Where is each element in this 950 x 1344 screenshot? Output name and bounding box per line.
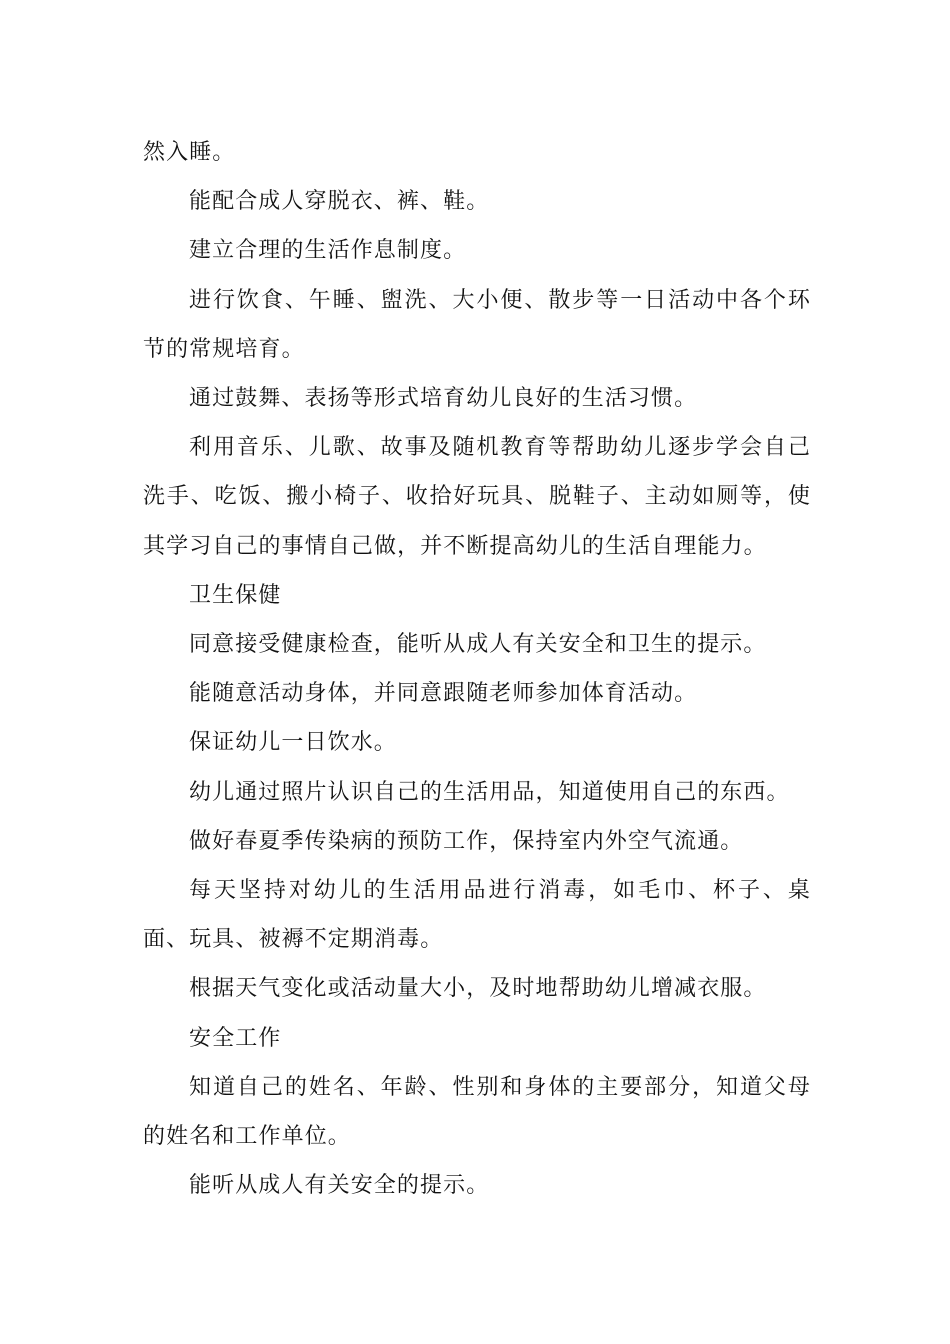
paragraph-4: 进行饮食、午睡、盥洗、大小便、散步等一日活动中各个环节的常规培育。 bbox=[143, 287, 811, 362]
paragraph-14: 根据天气变化或活动量大小，及时地帮助幼儿增减衣服。 bbox=[189, 976, 767, 1002]
paragraph-8: 同意接受健康检查，能听从成人有关安全和卫生的提示。 bbox=[189, 632, 767, 658]
paragraph-3: 建立合理的生活作息制度。 bbox=[189, 238, 467, 264]
paragraph-11: 幼儿通过照片认识自己的生活用品，知道使用自己的东西。 bbox=[189, 779, 790, 805]
section-heading-hygiene: 卫生保健 bbox=[189, 582, 282, 608]
paragraph-16: 知道自己的姓名、年龄、性别和身体的主要部分，知道父母的姓名和工作单位。 bbox=[143, 1074, 811, 1150]
paragraph-6: 利用音乐、儿歌、故事及随机教育等帮助幼儿逐步学会自己洗手、吃饭、搬小椅子、收拾好玩具、脱鞋子、主动如厕等，使其学习自己的事情自己做，并不断提高幼儿的生活自理能力。 bbox=[143, 435, 811, 559]
paragraph-5: 通过鼓舞、表扬等形式培育幼儿良好的生活习惯。 bbox=[189, 386, 698, 412]
paragraph-13: 每天坚持对幼儿的生活用品进行消毒，如毛巾、杯子、桌面、玩具、被褥不定期消毒。 bbox=[143, 878, 811, 953]
section-heading-safety: 安全工作 bbox=[189, 1025, 282, 1051]
document-body bbox=[143, 128, 811, 1210]
paragraph-1: 然入睡。 bbox=[143, 140, 236, 165]
paragraph-10: 保证幼儿一日饮水。 bbox=[189, 730, 397, 756]
paragraph-12: 做好春夏季传染病的预防工作，保持室内外空气流通。 bbox=[189, 828, 744, 854]
paragraph-9: 能随意活动身体，并同意跟随老师参加体育活动。 bbox=[189, 681, 698, 707]
paragraph-2: 能配合成人穿脱衣、裤、鞋。 bbox=[189, 189, 490, 215]
paragraph-17: 能听从成人有关安全的提示。 bbox=[189, 1173, 490, 1199]
